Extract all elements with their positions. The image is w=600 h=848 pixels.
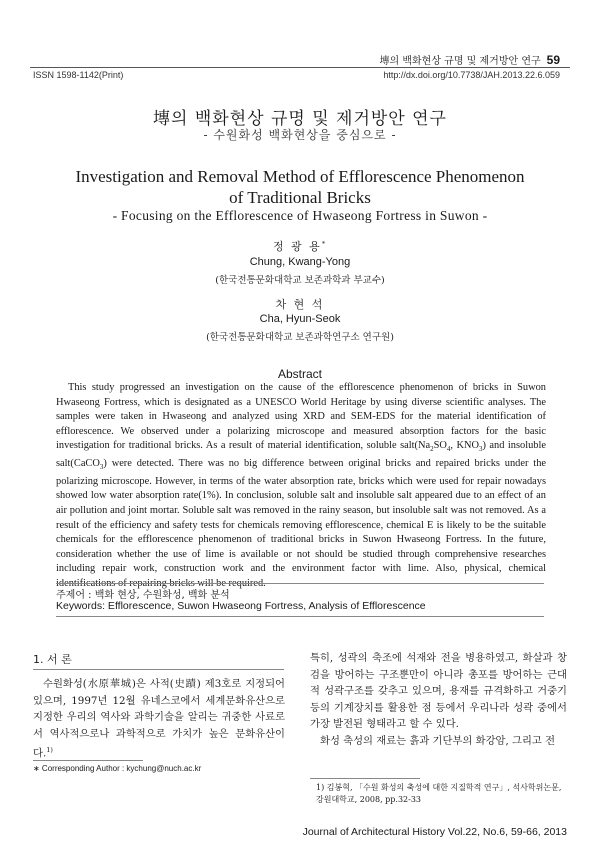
keywords-korean: 주제어 : 백화 현상, 수원화성, 백화 분석 bbox=[56, 590, 230, 601]
author-1-korean: 정 광 용* bbox=[272, 239, 328, 253]
title-english-line2: of Traditional Bricks bbox=[229, 188, 371, 207]
section-rule bbox=[33, 669, 284, 670]
author-2-korean: 차 현 석 bbox=[275, 298, 325, 311]
keywords-english: Keywords: Efflorescence, Suwon Hwaseong Fortress, Analysis of Efflorescence bbox=[56, 600, 426, 612]
title-english bbox=[0, 166, 600, 208]
title-korean: 塼의 백화현상 규명 및 제거방안 연구 bbox=[153, 109, 447, 129]
section-heading: 1. 서 론 bbox=[33, 653, 72, 666]
title-english-line1: Investigation and Removal Method of Efflorescence Phenomenon bbox=[75, 167, 525, 186]
author-1-affiliation: (한국전통문화대학교 보존과학과 부교수) bbox=[215, 275, 385, 286]
author-2-affiliation: (한국전통문화대학교 보존과학연구소 연구원) bbox=[206, 332, 394, 343]
author-2-english: Cha, Hyun-Seok bbox=[259, 313, 341, 325]
keywords-top-rule bbox=[56, 583, 544, 584]
footnote-1: 1) 김봉혁, 「수원 화성의 축성에 대한 지질학적 연구」, 석사학위논문, 강원대학교, 2008, pp.32-33 bbox=[316, 783, 562, 804]
body-column-2 bbox=[310, 650, 567, 749]
body-column-2-para-2: 화성 축성의 재료는 흙과 기단부의 화강암, 그리고 전 bbox=[320, 734, 556, 747]
header-rule bbox=[30, 67, 570, 68]
abstract-heading: Abstract bbox=[277, 367, 322, 381]
corresponding-mark: * bbox=[321, 239, 328, 248]
page-number: 59 bbox=[546, 53, 560, 67]
body-column-1: 수원화성(水原華城)은 사적(史蹟) 제3호로 지정되어 있으며, 1997년 12월 유네스코에서 세계문화유산으로 지정한 우리의 역사와 과학기술을 알리는 귀중한 사료로서 역사적으로나 과학적으로 가치가 높은 문화유산이다.$^{1)}$ bbox=[33, 678, 285, 760]
journal-reference: Journal of Architectural History Vol.22, No.6, 59-66, 2013 bbox=[302, 826, 567, 838]
issn: ISSN 1598-1142(Print) bbox=[33, 70, 124, 80]
body-column-2-para-1: 특히, 성곽의 축조에 석재와 전을 병용하였고, 화살과 창검을 방어하는 구조뿐만이 아니라 총포를 방어하는 근대적 성곽구조를 갖추고 있으며, 용재를 규격화하고 거중기 등의 기계장치를 활용한 점 등에서 우리나라 성곽 중에서 가장 발전된 형태라고 할 수 있다. bbox=[310, 652, 567, 730]
running-header bbox=[380, 52, 561, 67]
footnote-ref: 1) bbox=[46, 746, 53, 754]
abstract-body: This study progressed an investigation on the cause of the efflorescence phenomenon of bricks in Suwon Hwaseong Fortress, which is designated as a UNESCO World Heritage by using diverse scientific analyses. The samples were taken in Hwaseong and analyzed using XRD and SEM-EDS for the material identification of efflorescence. We observed under a polarizing microscope and measured absorption factors for the basic investigation for traditional bricks. As a result of material identification, soluble $salt(Na_2SO_4$, $KNO_3$) and insoluble salt(CaCO$_3$) were detected. There was no big difference between original bricks and repaired bricks under the polarizing microscope. However, in terms of the water absorption rate, bricks which were used for repair nowadays showed low water absorption rate(1%). In conclusion, soluble salt and insoluble salt appeared due to an effect of an air pollution and joint mortar. Soluble salt was removed in the rainy season, but insoluble salt was not removed. As a result of the efficiency and safety tests for chemicals removing efflorescence, chemical E is likely to be the suitable chemicals for the efflorescence phenomenon of traditional bricks in Suwon Hwaseong Fortress. In the future, consideration whether the use of lime is available or not should be studied through comprehensive researches including repair work, construction work and the environment factor with lime. Also, physical, chemical identifications of repairing bricks will be required. bbox=[56, 382, 546, 589]
keywords-bottom-rule bbox=[56, 616, 544, 617]
footnote-rule-left bbox=[33, 760, 143, 761]
doi-link[interactable]: http://dx.doi.org/10.7738/JAH.2013.22.6.059 bbox=[383, 70, 560, 80]
subtitle-korean: - 수원화성 백화현상을 중심으로 - bbox=[203, 128, 397, 142]
corresponding-author-footnote: ∗ Corresponding Author : kychung@nuch.ac.kr bbox=[33, 764, 202, 773]
footnote-rule-right bbox=[310, 778, 420, 779]
author-1-english: Chung, Kwang-Yong bbox=[249, 256, 351, 268]
subtitle-english: - Focusing on the Efflorescence of Hwaseong Fortress in Suwon - bbox=[112, 208, 488, 223]
running-title: 塼의 백화현상 규명 및 제거방안 연구 bbox=[379, 56, 541, 67]
